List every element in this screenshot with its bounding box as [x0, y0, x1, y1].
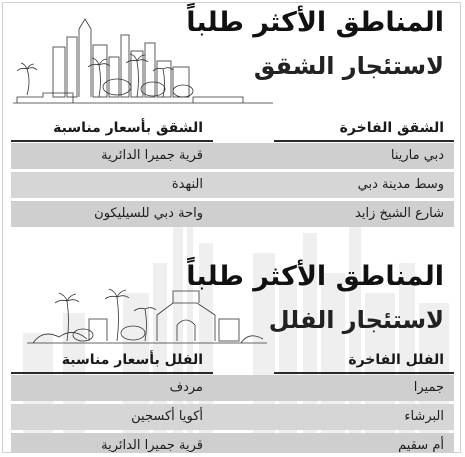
luxury-column-header: الشقق الفاخرة: [339, 120, 444, 136]
affordable-area: أكويا أكسجين: [131, 409, 203, 424]
affordable-column-header: الفلل بأسعار مناسبة: [61, 352, 203, 368]
villas-section: [3, 239, 461, 453]
header-underline: [274, 372, 454, 374]
affordable-area: قرية جميرا الدائرية: [101, 438, 203, 453]
table-row: [11, 404, 454, 430]
section-subtitle: لاستئجار الفلل: [268, 306, 444, 334]
header-underline: [274, 140, 454, 142]
table-header: [11, 115, 454, 143]
luxury-column-header: الفلل الفاخرة: [348, 352, 444, 368]
table-row: [11, 172, 454, 198]
affordable-area: واحة دبي للسيليكون: [94, 206, 203, 221]
table-row: [11, 433, 454, 453]
section-subtitle: لاستئجار الشقق: [253, 52, 444, 80]
affordable-area: قرية جميرا الدائرية: [101, 148, 203, 163]
apartments-table: [11, 115, 454, 230]
affordable-area: مردف: [169, 380, 203, 395]
table-row: [11, 201, 454, 227]
luxury-area: دبي مارينا: [390, 148, 444, 163]
villas-table: [11, 347, 454, 453]
apartments-section: [3, 3, 461, 228]
luxury-area: البرشاء: [404, 409, 444, 424]
luxury-area: جميرا: [413, 380, 444, 395]
table-row: [11, 143, 454, 169]
header-underline: [11, 372, 213, 374]
luxury-area: وسط مدينة دبي: [357, 177, 444, 192]
header-underline: [11, 140, 213, 142]
affordable-area: النهدة: [171, 177, 203, 192]
luxury-area: شارع الشيخ زايد: [355, 206, 444, 221]
affordable-column-header: الشقق بأسعار مناسبة: [53, 120, 203, 136]
luxury-area: أم سقيم: [398, 438, 444, 453]
section-title: المناطق الأكثر طلباً: [186, 261, 444, 292]
page-title: المناطق الأكثر طلباً: [186, 7, 444, 38]
infographic: [2, 2, 461, 453]
table-row: [11, 375, 454, 401]
table-header: [11, 347, 454, 375]
